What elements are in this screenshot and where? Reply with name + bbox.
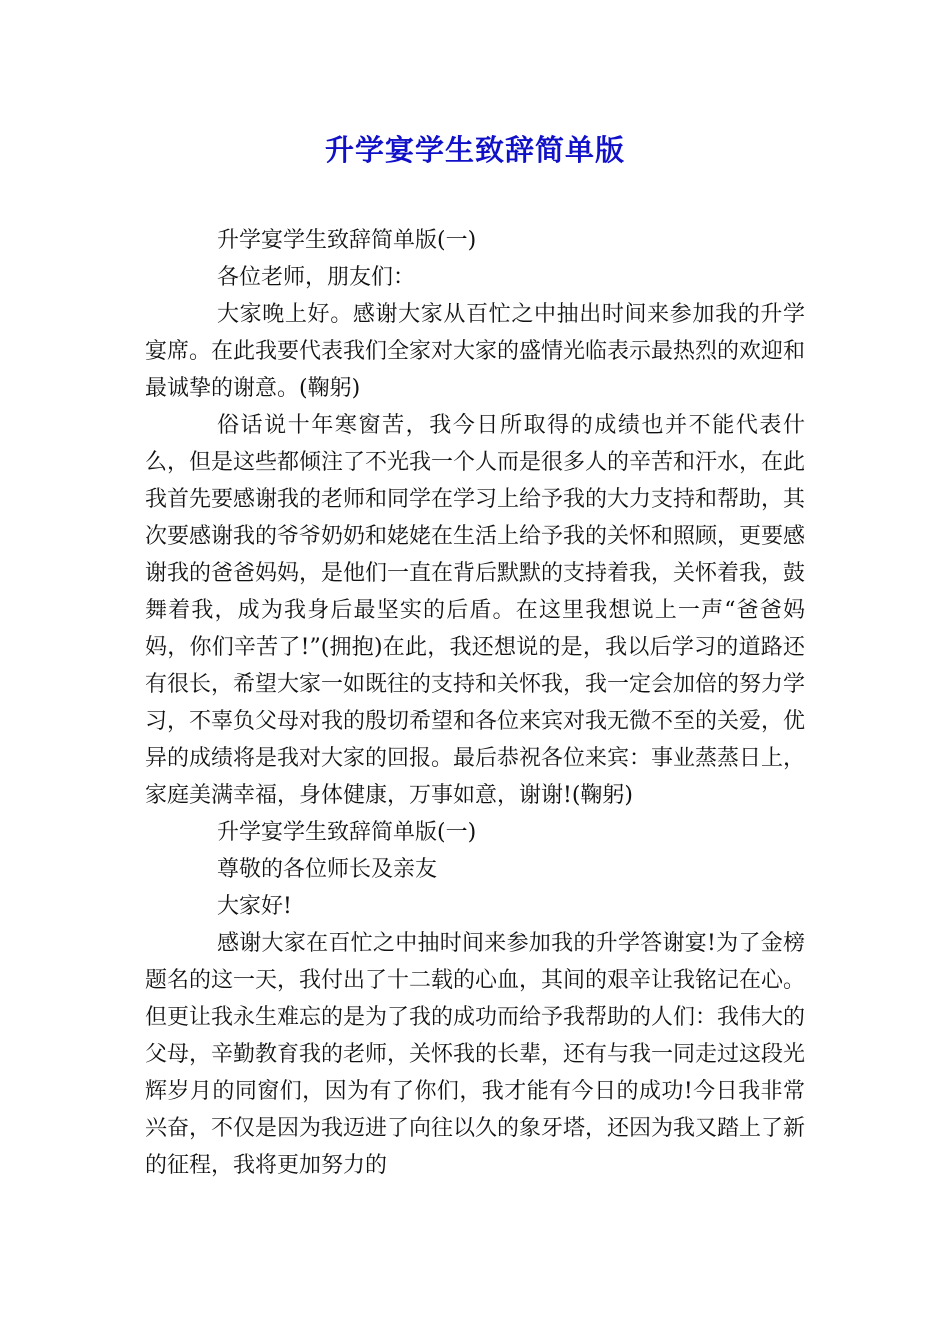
paragraph-thanks-1: 俗话说十年寒窗苦，我今日所取得的成绩也并不能代表什么，但是这些都倾注了不光我一个人而是很多人的辛苦和汗水，在此我首先要感谢我的老师和同学在学习上给予我的大力支持和帮助，其次要感谢我的爷爷奶奶和姥姥在生活上给予我的关怀和照顾，更要感谢我的爸爸妈妈，是他们一直在背后默默的支持着我，关怀着我，鼓舞着我，成为我身后最坚实的后盾。在这里我想说上一声“爸爸妈妈，你们辛苦了!”(拥抱)在此，我还想说的是，我以后学习的道路还有很长，希望大家一如既往的支持和关怀我，我一定会加倍的努力学习，不辜负父母对我的殷切希望和各位来宾对我无微不至的关爱，优异的成绩将是我对大家的回报。最后恭祝各位来宾：事业蒸蒸日上，家庭美满幸福，身体健康，万事如意，谢谢!(鞠躬): [145, 413, 806, 808]
paragraph-thanks-2: 感谢大家在百忙之中抽时间来参加我的升学答谢宴!为了金榜题名的这一天，我付出了十二载的心血，其间的艰辛让我铭记在心。但更让我永生难忘的是为了我的成功而给予我帮助的人们：我伟大的父母，辛勤教育我的老师，关怀我的长辈，还有与我一同走过这段光辉岁月的同窗们，因为有了你们，我才能有今日的成功!今日我非常兴奋，不仅是因为我迈进了向往以久的象牙塔，还因为我又踏上了新的征程，我将更加努力的: [145, 931, 806, 1178]
paragraph-subtitle-2: 升学宴学生致辞简单版(一): [217, 820, 477, 845]
document-title: 升学宴学生致辞简单版: [324, 133, 625, 167]
paragraph-greeting-1: 各位老师，朋友们：: [217, 265, 416, 290]
paragraph-opening-1: 大家晚上好。感谢大家从百忙之中抽出时间来参加我的升学宴席。在此我要代表我们全家对大家的盛情光临表示最热烈的欢迎和最诚挚的谢意。(鞠躬): [145, 302, 806, 401]
paragraph-subtitle-1: 升学宴学生致辞简单版(一): [217, 228, 477, 253]
paragraph-hello-2: 大家好!: [217, 894, 292, 919]
paragraph-greeting-2: 尊敬的各位师长及亲友: [217, 857, 438, 882]
document-body: [145, 222, 805, 1184]
